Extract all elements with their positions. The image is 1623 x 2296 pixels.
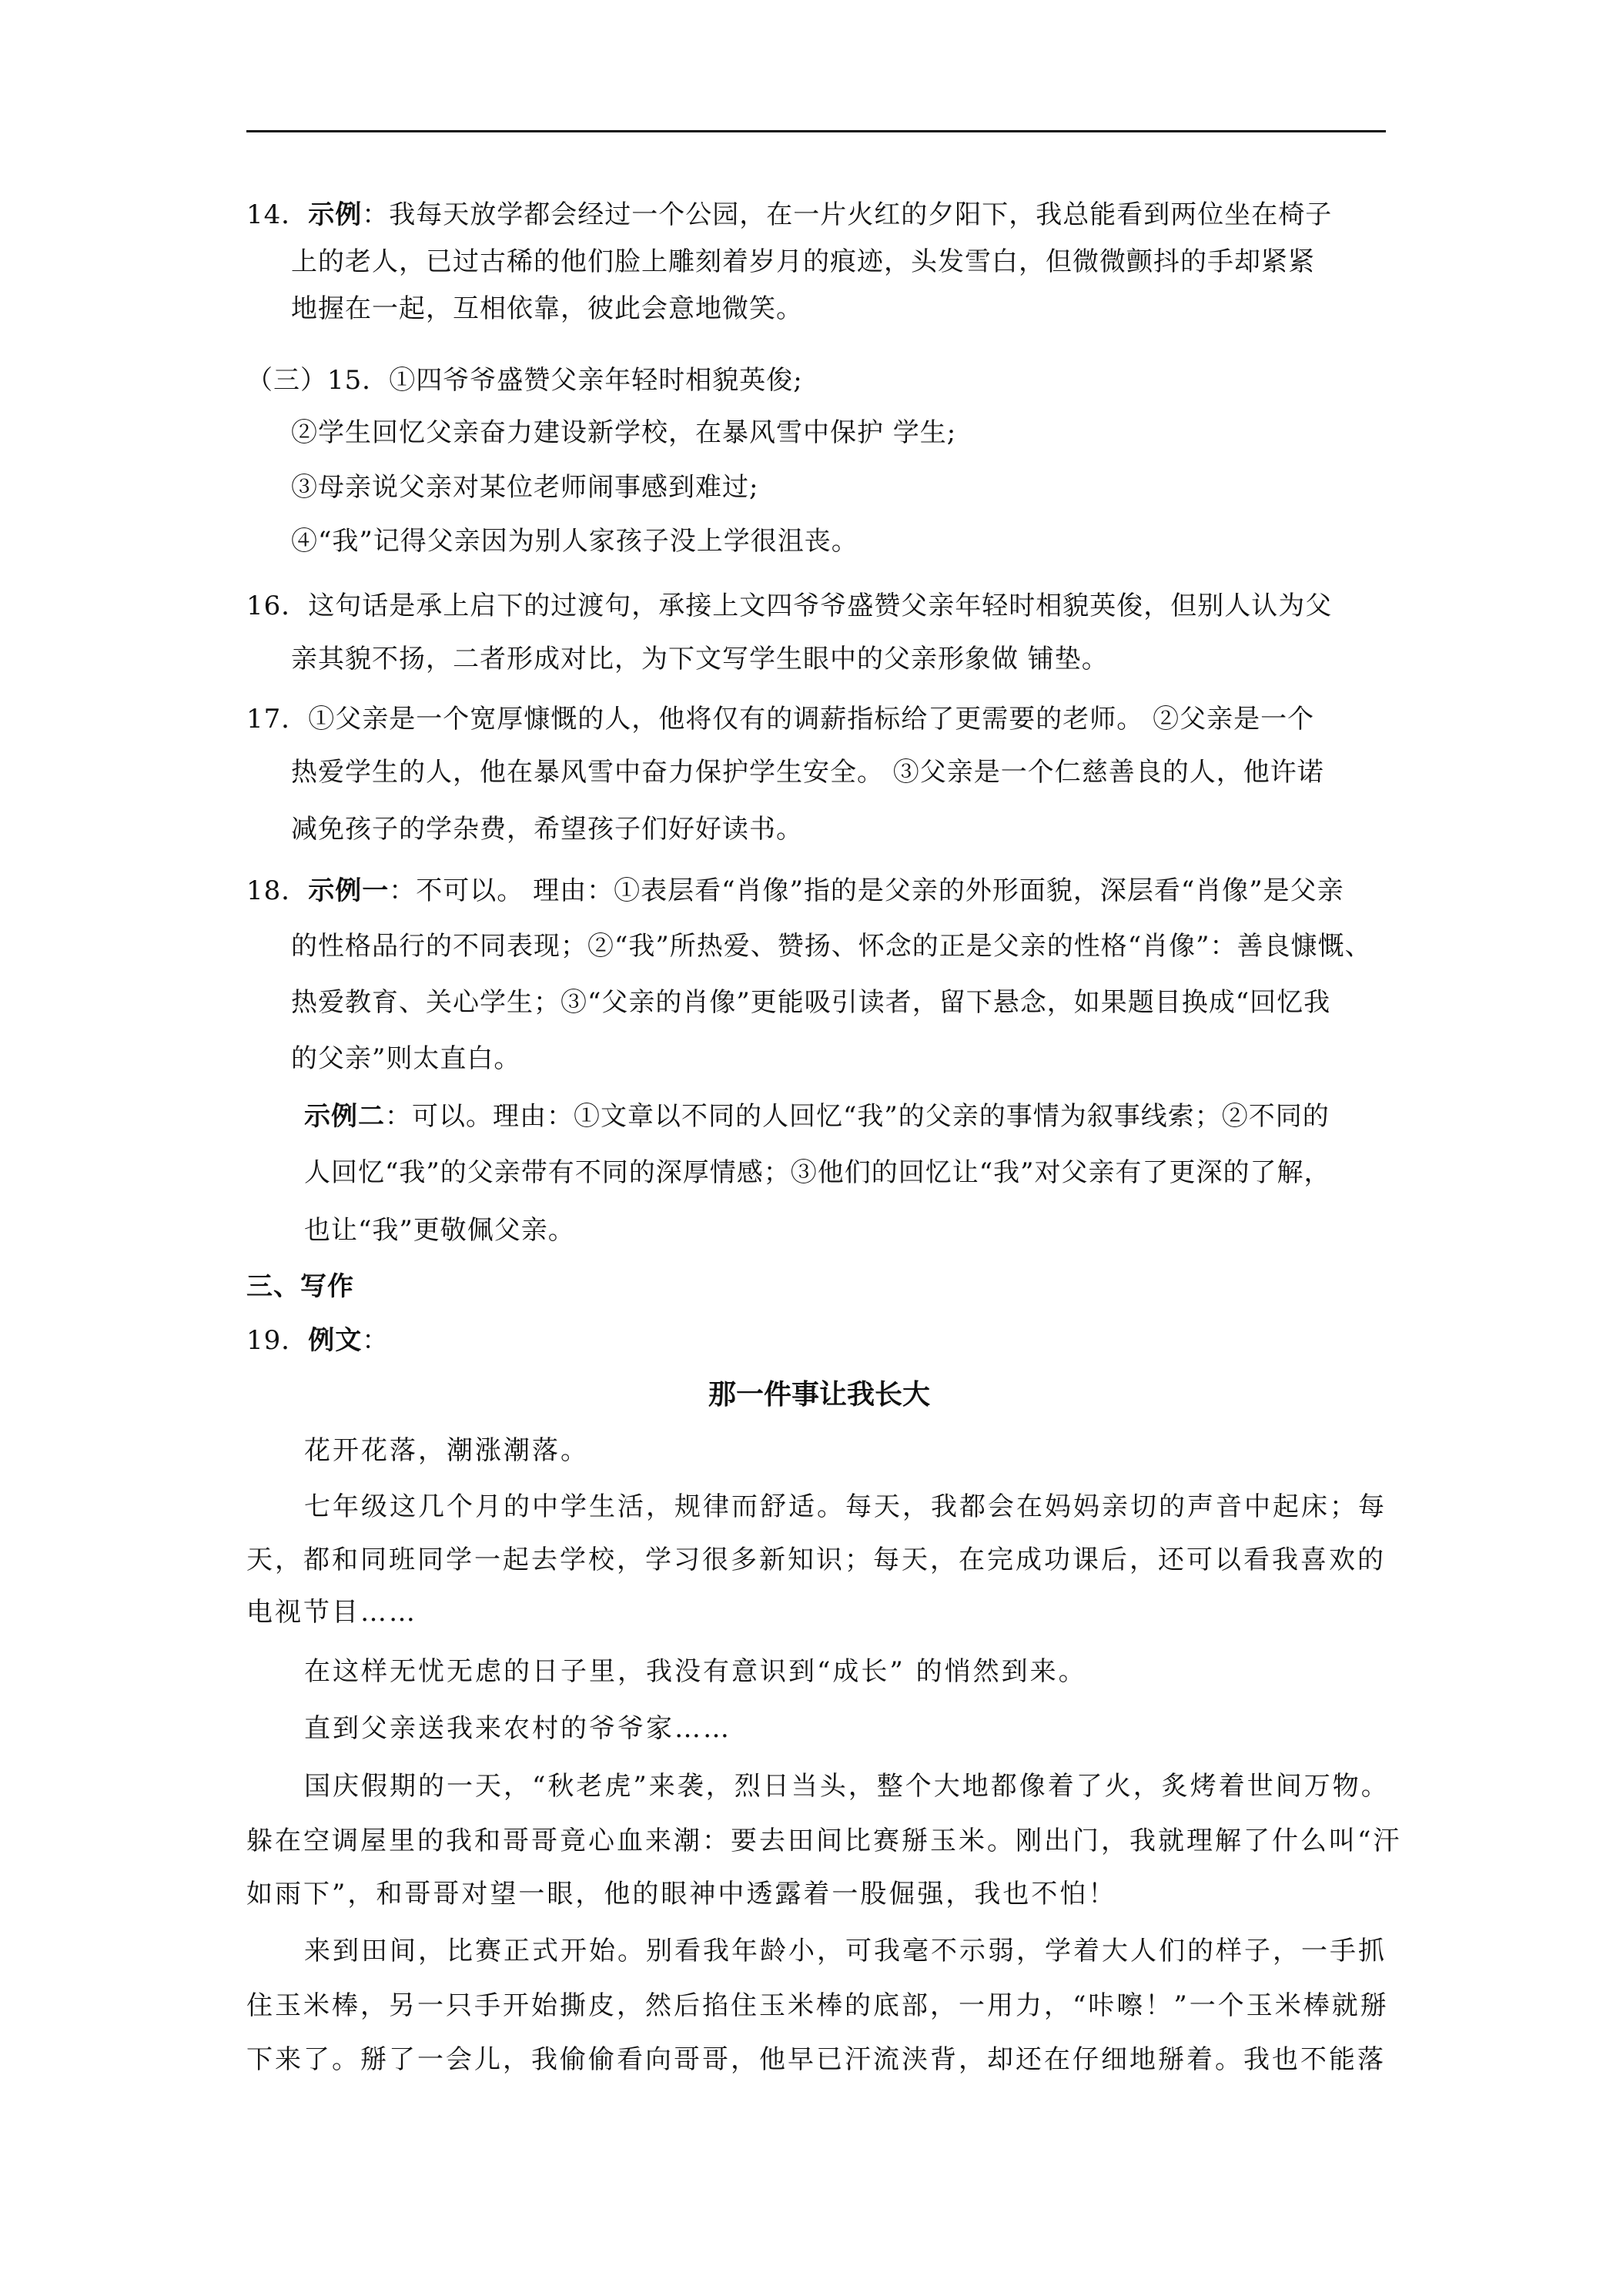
essay-paragraph: 直到父亲送我来农村的爷爷家…… <box>304 1713 731 1744</box>
q18-example2-label: 示例二 <box>304 1101 385 1132</box>
essay-line: 电视节目…… <box>246 1597 417 1628</box>
q14-line-3: 地握在一起，互相依靠，彼此会意地微笑。 <box>291 293 803 324</box>
essay-line: 下来了。掰了一会儿，我偷偷看向哥哥，他早已汗流浃背，却还在仔细地掰着。我也不能落 <box>246 2044 1386 2075</box>
q14-label: 示例 <box>308 199 363 230</box>
essay-line: 躲在空调屋里的我和哥哥竟心血来潮：要去田间比赛掰玉米。刚出门，我就理解了什么叫“汗 <box>246 1826 1402 1856</box>
essay-line: 天，都和同班同学一起去学校，学习很多新知识；每天，在完成功课后，还可以看我喜欢的 <box>246 1545 1386 1575</box>
essay-paragraph: 七年级这几个月的中学生活，规律而舒适。每天，我都会在妈妈亲切的声音中起床；每 <box>304 1491 1387 1522</box>
q18-example1-label: 示例一 <box>308 875 390 906</box>
essay-paragraph: 在这样无忧无虑的日子里，我没有意识到“成长” 的悄然到来。 <box>304 1656 1087 1687</box>
q17-line-3: 减免孩子的学杂费，希望孩子们好好读书。 <box>291 814 803 845</box>
q18-line-2: 的性格品行的不同表现；②“我”所热爱、赞扬、怀念的正是父亲的性格“肖像”：善良慷慨、 <box>291 931 1372 962</box>
essay-paragraph: 花开花落，潮涨潮落。 <box>304 1435 589 1466</box>
q17-line-1: 17．①父亲是一个宽厚慷慨的人，他将仅有的调薪指标给了更需要的老师。 ②父亲是一个 <box>246 704 1315 735</box>
q16-line-2: 亲其貌不扬，二者形成对比，为下文写学生眼中的父亲形象做 铺垫。 <box>291 644 1109 674</box>
essay-line: 住玉米棒，另一只手开始撕皮，然后掐住玉米棒的底部，一用力，“咔嚓！”一个玉米棒就掰 <box>246 1990 1389 2021</box>
q17-line-2: 热爱学生的人，他在暴风雪中奋力保护学生安全。 ③父亲是一个仁慈善良的人，他许诺 <box>291 757 1324 788</box>
q15-line-1: （三）15．①四爷爷盛赞父亲年轻时相貌英俊; <box>246 365 803 396</box>
q15-line-3: ③母亲说父亲对某位老师闹事感到难过; <box>291 472 759 503</box>
q18-line-6: 人回忆“我”的父亲带有不同的深厚情感；③他们的回忆让“我”对父亲有了更深的了解， <box>304 1157 1331 1188</box>
q18-line-3: 热爱教育、关心学生；③“父亲的肖像”更能吸引读者，留下悬念，如果题目换成“回忆我 <box>291 987 1331 1018</box>
q14-line-2: 上的老人，已过古稀的他们脸上雕刻着岁月的痕迹，头发雪白，但微微颤抖的手却紧紧 <box>291 246 1315 277</box>
q18-line-5: 示例二：可以。理由：①文章以不同的人回忆“我”的父亲的事情为叙事线索；②不同的 <box>304 1101 1330 1132</box>
essay-paragraph: 国庆假期的一天，“秋老虎”来袭，烈日当头，整个大地都像着了火，炙烤着世间万物。 <box>304 1771 1390 1802</box>
q18-line-7: 也让“我”更敬佩父亲。 <box>304 1215 575 1246</box>
q19-line: 19．例文： <box>246 1325 390 1356</box>
q16-line-1: 16．这句话是承上启下的过渡句，承接上文四爷爷盛赞父亲年轻时相貌英俊，但别人认为父 <box>246 591 1333 621</box>
q14-line-1: 14．示例：我每天放学都会经过一个公园，在一片火红的夕阳下，我总能看到两位坐在椅子 <box>246 199 1333 230</box>
q19-example-label: 例文 <box>308 1325 363 1356</box>
section-heading-writing: 三、写作 <box>246 1271 354 1302</box>
q18-line-4: 的父亲”则太直白。 <box>291 1043 521 1074</box>
q15-line-2: ②学生回忆父亲奋力建设新学校，在暴风雪中保护 学生; <box>291 417 957 448</box>
q18-line-1: 18．示例一：不可以。 理由：①表层看“肖像”指的是父亲的外形面貌，深层看“肖像”是父亲 <box>246 875 1344 906</box>
essay-paragraph: 来到田间，比赛正式开始。别看我年龄小，可我毫不示弱，学着大人们的样子，一手抓 <box>304 1936 1387 1966</box>
essay-title: 那一件事让我长大 <box>708 1379 930 1411</box>
essay-line: 如雨下”，和哥哥对望一眼，他的眼神中透露着一股倔强，我也不怕！ <box>246 1879 1117 1909</box>
q15-line-4: ④“我”记得父亲因为别人家孩子没上学很沮丧。 <box>291 526 858 557</box>
header-rule <box>246 130 1386 132</box>
